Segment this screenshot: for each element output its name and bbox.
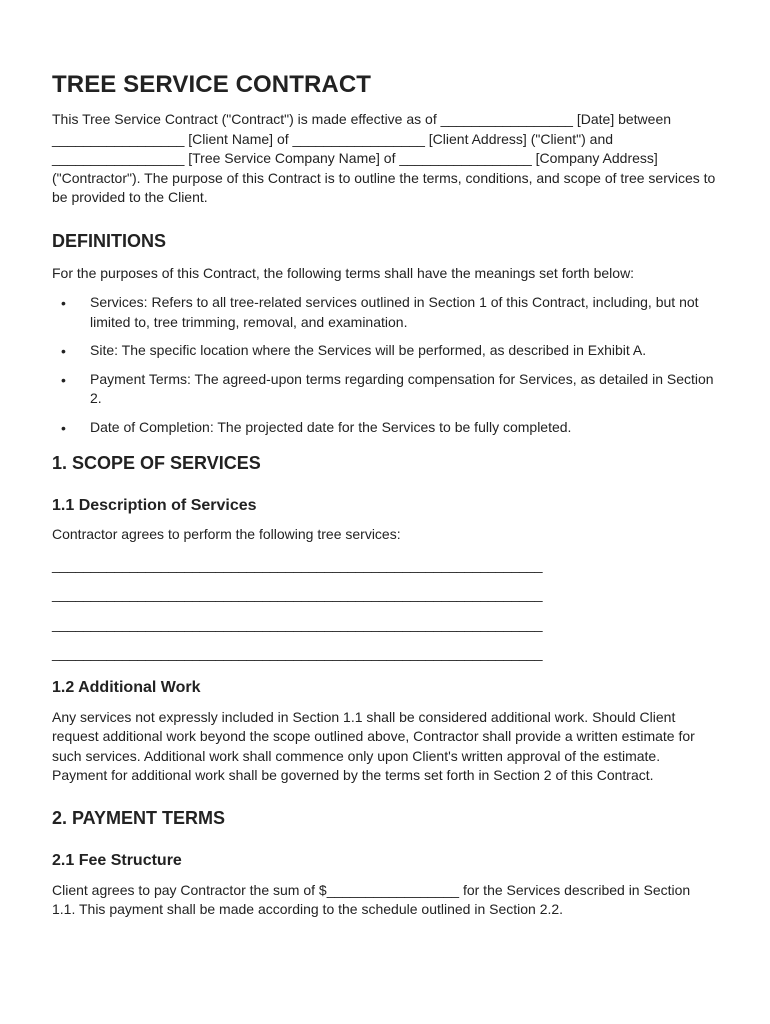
description-intro: Contractor agrees to perform the following tree services:: [52, 526, 401, 542]
fee-structure-text: Client agrees to pay Contractor the sum of $_________________ for the Services described in Section 1.1. This payment shall be made according to the schedule outlined in Section 2.2.: [52, 881, 691, 917]
definitions-intro: For the purposes of this Contract, the following terms shall have the meanings set forth below:: [52, 264, 635, 281]
bullet-icon: •: [61, 295, 66, 311]
additional-work-heading: 1.2 Additional Work: [52, 678, 201, 696]
definition-text: Date of Completion: The projected date for the Services to be fully completed.: [90, 418, 572, 435]
description-heading: 1.1 Description of Services: [52, 497, 257, 514]
list-item: [52, 418, 717, 438]
fill-in-line: _______________________________________________________________: [52, 645, 543, 661]
list-item: [52, 341, 717, 361]
list-item: [52, 370, 717, 409]
document-title: TREE SERVICE CONTRACT: [52, 71, 372, 98]
fill-in-line: _______________________________________________________________: [52, 556, 543, 573]
payment-terms-heading: 2. PAYMENT TERMS: [52, 807, 226, 828]
definition-text: Payment Terms: The agreed-upon terms regarding compensation for Services, as detailed in Section 2.: [90, 370, 714, 406]
scope-heading: 1. SCOPE OF SERVICES: [52, 453, 261, 473]
bullet-icon: •: [61, 343, 66, 359]
additional-work-text: Any services not expressly included in Section 1.1 shall be considered additional work. Should Client request additional work beyond the scope outlined above, Contractor shall provide a written estimate for such services. Additional work shall commence only upon Client's written approval of the estimate. Payment for additional work shall be governed by the terms set forth in Section 2 of this Contract.: [52, 708, 695, 783]
list-item: [52, 293, 717, 332]
definition-text: Services: Refers to all tree-related services outlined in Section 1 of this Contract, including, but not limited to, tree trimming, removal, and examination.: [90, 294, 699, 330]
services-fill-in-lines: [52, 551, 717, 669]
intro-paragraph: This Tree Service Contract ("Contract") is made effective as of _________________ [Date] between _________________ [Client Name] of _________________ [Client Address] ("Client") and _________________ [Tree Service Company Name] of _________________ [Company Address] ("Contractor"). The purpose of this Contract is to outline the terms, conditions, and scope of tree services to be provided to the Client.: [52, 111, 716, 205]
fill-in-line: _______________________________________________________________: [52, 586, 543, 602]
bullet-icon: •: [61, 419, 66, 436]
contract-document: [52, 68, 717, 920]
fill-in-line: _______________________________________________________________: [52, 615, 543, 632]
fee-structure-heading: 2.1 Fee Structure: [52, 851, 182, 869]
bullet-icon: •: [61, 371, 66, 388]
definitions-heading: DEFINITIONS: [52, 230, 167, 251]
definition-text: Site: The specific location where the Services will be performed, as described in Exhibit A.: [90, 342, 647, 358]
definitions-list: [52, 293, 717, 437]
